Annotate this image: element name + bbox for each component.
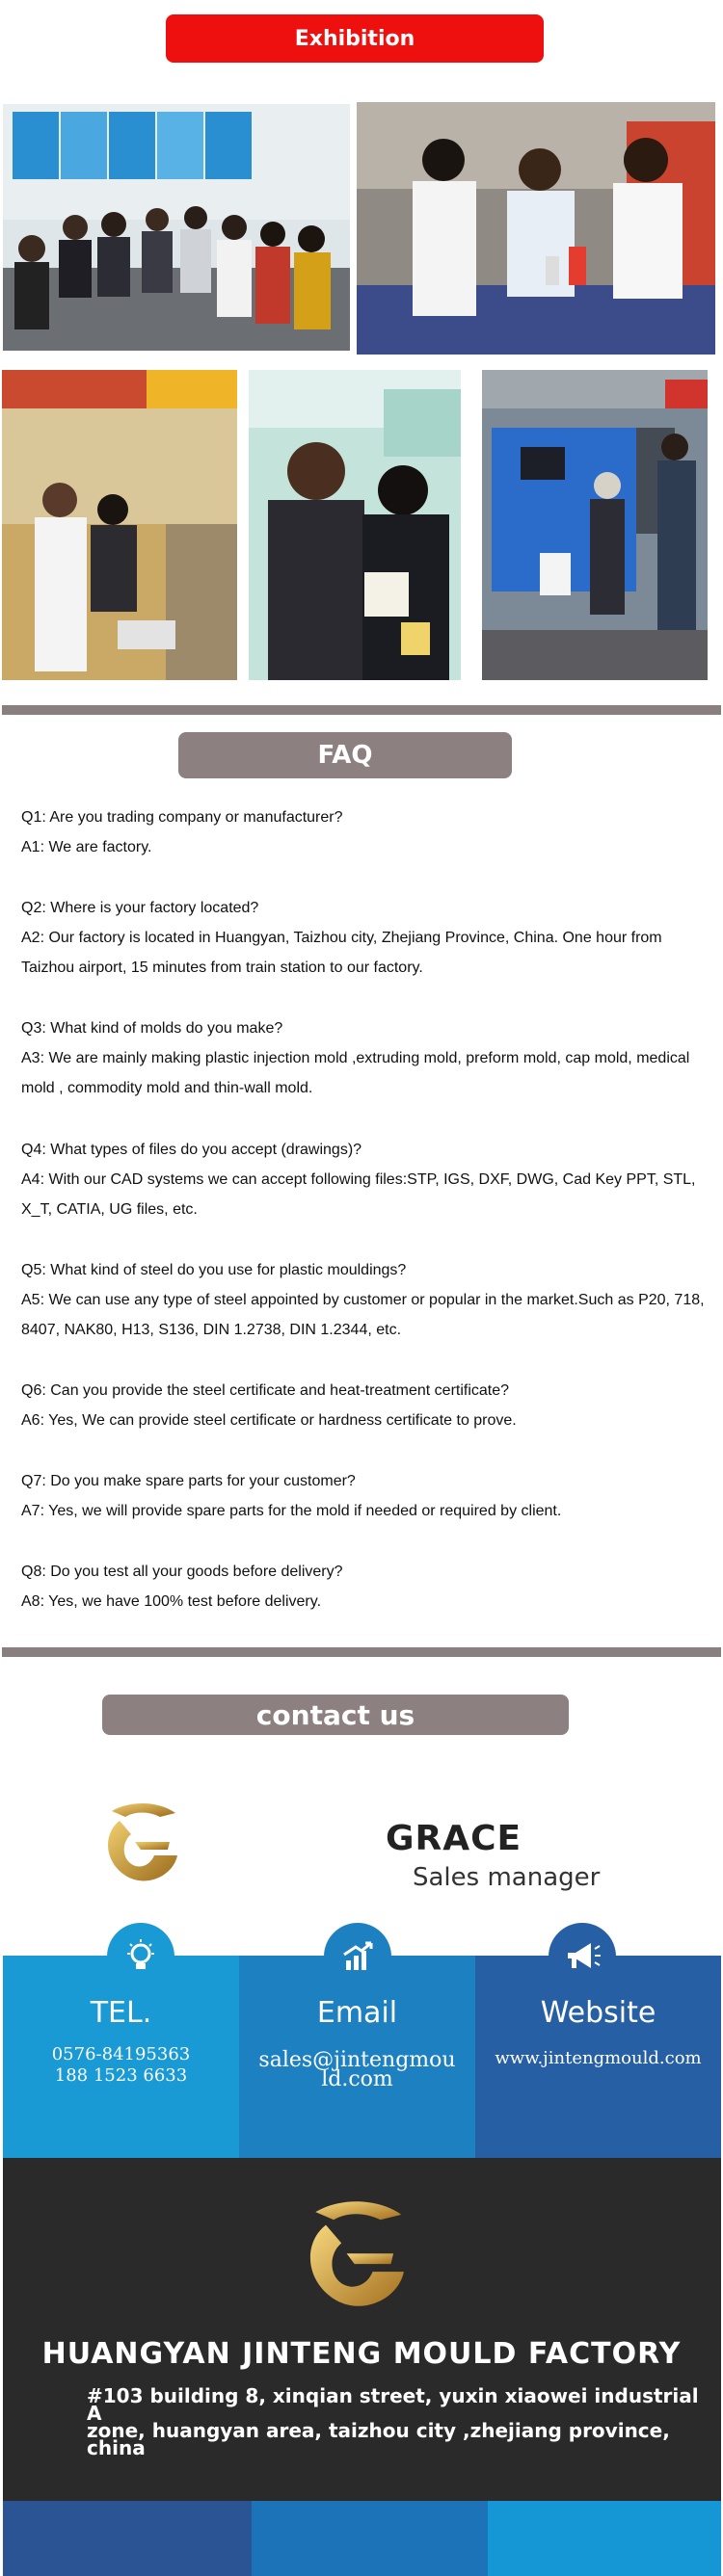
bottom-bar-right xyxy=(488,2501,721,2576)
faq-item xyxy=(21,1255,706,1345)
website-label: Website xyxy=(540,1996,656,2030)
logo-emblem-icon xyxy=(93,1800,185,1888)
email-label: Email xyxy=(316,1996,398,2030)
faq-question: Q4: What types of files do you accept (drawings)? xyxy=(21,1142,362,1158)
faq-question: Q6: Can you provide the steel certificate and heat-treatment certificate? xyxy=(21,1382,510,1399)
megaphone-icon xyxy=(549,1923,616,1990)
factory-address xyxy=(87,2384,704,2459)
factory-name: HUANGYAN JINTENG MOULD FACTORY xyxy=(41,2337,682,2371)
faq-answer: A4: With our CAD systems we can accept following files:STP, IGS, DXF, DWG, Cad Key PPT, STL, X_T, CATIA, UG files, etc. xyxy=(21,1171,696,1218)
divider xyxy=(2,705,721,715)
faq-question: Q7: Do you make spare parts for your customer? xyxy=(21,1473,356,1489)
tel-panel xyxy=(3,1956,239,2158)
exhibition-photo-1 xyxy=(3,104,350,351)
contact-person-name: GRACE xyxy=(386,1819,522,1858)
email-address-line-2[interactable]: ld.com xyxy=(321,2067,393,2091)
exhibition-photo-3 xyxy=(2,370,237,680)
faq-item xyxy=(21,1466,706,1526)
faq-answer: A2: Our factory is located in Huangyan, Taizhou city, Zhejiang Province, China. One hour from Taizhou airport, 15 minutes from train station to our factory. xyxy=(21,930,662,976)
exhibition-photo-4 xyxy=(249,370,461,680)
tel-mobile[interactable]: 188 1523 6633 xyxy=(54,2065,188,2086)
chart-icon xyxy=(324,1923,391,1990)
tel-label: TEL. xyxy=(90,1996,152,2030)
faq-item xyxy=(21,1557,706,1617)
faq-item xyxy=(21,893,706,983)
faq-answer: A5: We can use any type of steel appointed by customer or popular in the market.Such as P20, 718, 8407, NAK80, H13, S136, DIN 1.2738, DIN 1.2344, etc. xyxy=(21,1292,705,1338)
exhibition-photo-5 xyxy=(482,370,708,680)
bottom-bar-left xyxy=(3,2501,252,2576)
faq-answer: A8: Yes, we have 100% test before delivery. xyxy=(21,1593,322,1610)
faq-question: Q1: Are you trading company or manufacturer? xyxy=(21,809,343,826)
contact-title: contact us xyxy=(102,1695,569,1735)
faq-answer: A1: We are factory. xyxy=(21,839,152,855)
tel-number[interactable]: 0576-84195363 xyxy=(51,2044,191,2064)
exhibition-photo-2 xyxy=(357,102,715,355)
exhibition-title: Exhibition xyxy=(166,14,544,63)
faq-answer: A7: Yes, we will provide spare parts for the mold if needed or required by client. xyxy=(21,1503,562,1519)
faq-answer: A6: Yes, We can provide steel certificate or hardness certificate to prove. xyxy=(21,1412,517,1429)
faq-item xyxy=(21,1013,706,1103)
faq-question: Q8: Do you test all your goods before delivery? xyxy=(21,1564,343,1580)
email-address-line-1[interactable]: sales@jintengmou xyxy=(258,2048,456,2072)
address-line-1: #103 building 8, xinqian street, yuxin xiaowei industrial A xyxy=(87,2384,699,2425)
logo-emblem-icon xyxy=(289,2196,415,2316)
faq-question: Q2: Where is your factory located? xyxy=(21,900,259,916)
faq-item xyxy=(21,1135,706,1224)
faq-item xyxy=(21,1376,706,1435)
faq-answer: A3: We are mainly making plastic injection mold ,extruding mold, preform mold, cap mold, medical mold , commodity mold and thin-wall mold. xyxy=(21,1050,690,1096)
address-line-2: zone, huangyan area, taizhou city ,zhejiang province, china xyxy=(87,2419,670,2459)
faq-item xyxy=(21,802,706,862)
faq-question: Q5: What kind of steel do you use for plastic mouldings? xyxy=(21,1262,407,1278)
divider xyxy=(2,1647,721,1657)
bottom-bar-middle xyxy=(252,2501,488,2576)
contact-person-title: Sales manager xyxy=(413,1863,601,1892)
faq-question: Q3: What kind of molds do you make? xyxy=(21,1020,283,1037)
faq-title: FAQ xyxy=(178,732,512,778)
bulb-icon xyxy=(107,1923,174,1990)
website-url[interactable]: www.jintengmould.com xyxy=(495,2048,702,2068)
